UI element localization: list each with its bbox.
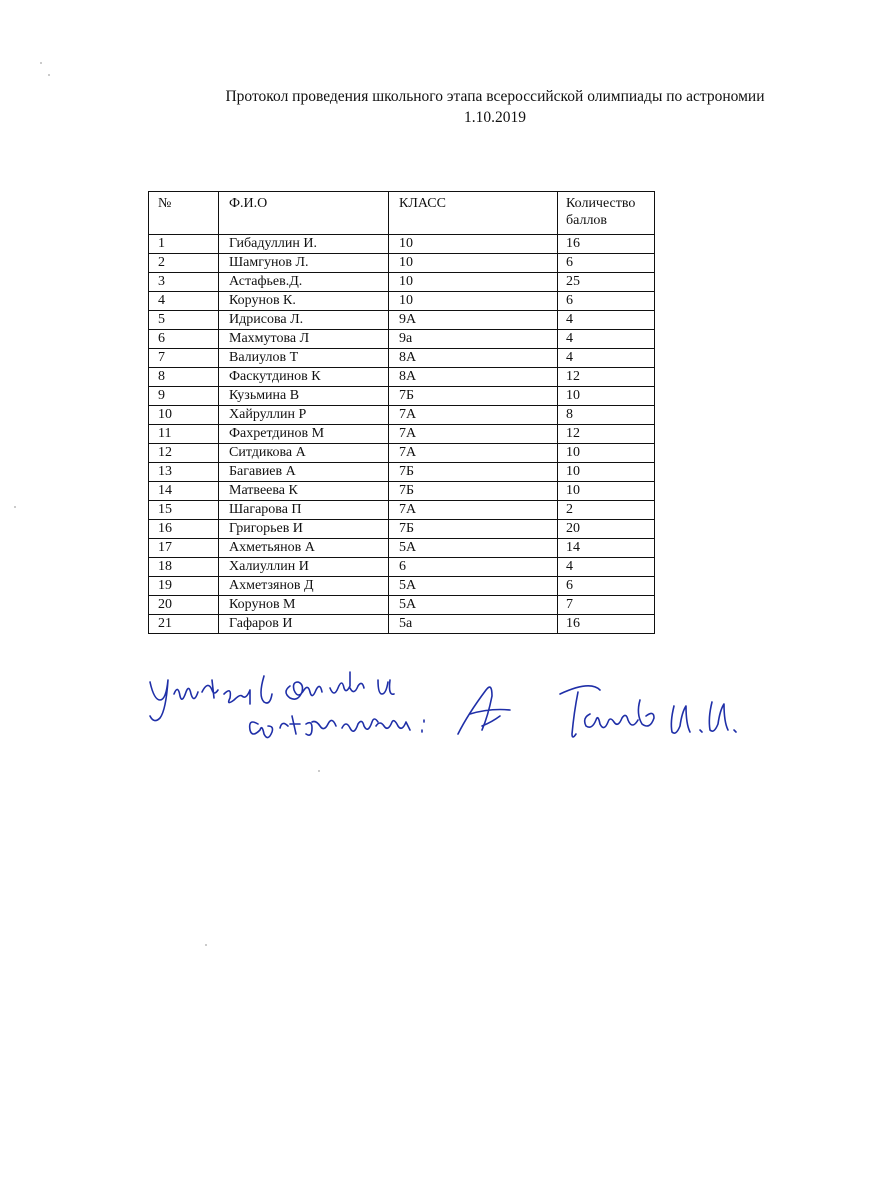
cell-name: Шамгунов Л.: [219, 254, 389, 273]
table-row: [149, 254, 655, 273]
table-row: [149, 501, 655, 520]
cell-class: 9а: [389, 330, 558, 349]
table-row: [149, 558, 655, 577]
cell-name: Григорьев И: [219, 520, 389, 539]
cell-class: 10: [389, 235, 558, 254]
cell-score: 12: [558, 368, 655, 387]
cell-class: 7Б: [389, 463, 558, 482]
table-row: [149, 615, 655, 634]
cell-number: 20: [149, 596, 219, 615]
table-row: [149, 387, 655, 406]
cell-class: 10: [389, 273, 558, 292]
cell-number: 7: [149, 349, 219, 368]
cell-name: Гибадуллин И.: [219, 235, 389, 254]
cell-score: 10: [558, 444, 655, 463]
cell-number: 12: [149, 444, 219, 463]
cell-number: 1: [149, 235, 219, 254]
cell-number: 8: [149, 368, 219, 387]
cell-number: 10: [149, 406, 219, 425]
table-row: [149, 596, 655, 615]
cell-number: 3: [149, 273, 219, 292]
cell-name: Ахметзянов Д: [219, 577, 389, 596]
cell-number: 4: [149, 292, 219, 311]
cell-name: Корунов М: [219, 596, 389, 615]
cell-name: Корунов К.: [219, 292, 389, 311]
cell-class: 8А: [389, 368, 558, 387]
table-header-row: [149, 192, 655, 235]
table-row: [149, 482, 655, 501]
table-row: [149, 577, 655, 596]
cell-class: 7Б: [389, 387, 558, 406]
cell-number: 5: [149, 311, 219, 330]
header-number: №: [149, 192, 219, 235]
cell-class: 7А: [389, 425, 558, 444]
cell-number: 13: [149, 463, 219, 482]
cell-score: 6: [558, 254, 655, 273]
cell-number: 17: [149, 539, 219, 558]
cell-number: 21: [149, 615, 219, 634]
table-row: [149, 406, 655, 425]
teacher-signature: [140, 650, 780, 760]
cell-score: 14: [558, 539, 655, 558]
cell-score: 4: [558, 330, 655, 349]
cell-score: 8: [558, 406, 655, 425]
cell-score: 10: [558, 387, 655, 406]
table-row: [149, 349, 655, 368]
cell-class: 5а: [389, 615, 558, 634]
cell-number: 15: [149, 501, 219, 520]
cell-class: 8А: [389, 349, 558, 368]
table-row: [149, 539, 655, 558]
cell-name: Ситдикова А: [219, 444, 389, 463]
cell-class: 6: [389, 558, 558, 577]
cell-number: 16: [149, 520, 219, 539]
cell-name: Гафаров И: [219, 615, 389, 634]
header-name: Ф.И.О: [219, 192, 389, 235]
cell-score: 12: [558, 425, 655, 444]
cell-score: 6: [558, 577, 655, 596]
cell-score: 10: [558, 463, 655, 482]
cell-name: Астафьев.Д.: [219, 273, 389, 292]
cell-name: Идрисова Л.: [219, 311, 389, 330]
cell-score: 6: [558, 292, 655, 311]
cell-score: 4: [558, 311, 655, 330]
cell-class: 5А: [389, 577, 558, 596]
cell-class: 10: [389, 254, 558, 273]
cell-number: 9: [149, 387, 219, 406]
cell-number: 14: [149, 482, 219, 501]
cell-class: 5А: [389, 596, 558, 615]
cell-name: Фаскутдинов К: [219, 368, 389, 387]
cell-number: 6: [149, 330, 219, 349]
table-row: [149, 273, 655, 292]
table-row: [149, 463, 655, 482]
table-row: [149, 311, 655, 330]
results-table: [148, 191, 655, 634]
cell-class: 5А: [389, 539, 558, 558]
cell-score: 7: [558, 596, 655, 615]
cell-name: Матвеева К: [219, 482, 389, 501]
cell-score: 20: [558, 520, 655, 539]
table-row: [149, 520, 655, 539]
cell-class: 10: [389, 292, 558, 311]
cell-class: 7Б: [389, 482, 558, 501]
cell-class: 7А: [389, 444, 558, 463]
cell-name: Фахретдинов М: [219, 425, 389, 444]
cell-class: 7А: [389, 501, 558, 520]
header-score: Количество баллов: [558, 192, 655, 235]
cell-score: 2: [558, 501, 655, 520]
table-row: [149, 292, 655, 311]
cell-number: 2: [149, 254, 219, 273]
header-class: КЛАСС: [389, 192, 558, 235]
table-row: [149, 235, 655, 254]
table-row: [149, 330, 655, 349]
table-row: [149, 444, 655, 463]
cell-name: Махмутова Л: [219, 330, 389, 349]
cell-number: 11: [149, 425, 219, 444]
title-line-1: Протокол проведения школьного этапа всероссийской олимпиады по астрономии: [225, 88, 765, 105]
cell-class: 7А: [389, 406, 558, 425]
cell-score: 4: [558, 349, 655, 368]
cell-number: 19: [149, 577, 219, 596]
title-date: 1.10.2019: [464, 109, 526, 126]
cell-name: Халиуллин И: [219, 558, 389, 577]
cell-name: Кузьмина В: [219, 387, 389, 406]
cell-name: Хайруллин Р: [219, 406, 389, 425]
cell-class: 9А: [389, 311, 558, 330]
cell-number: 18: [149, 558, 219, 577]
cell-score: 16: [558, 235, 655, 254]
table-row: [149, 425, 655, 444]
cell-score: 10: [558, 482, 655, 501]
cell-name: Шагарова П: [219, 501, 389, 520]
cell-score: 16: [558, 615, 655, 634]
cell-name: Ахметьянов А: [219, 539, 389, 558]
cell-score: 4: [558, 558, 655, 577]
cell-name: Валиулов Т: [219, 349, 389, 368]
table-row: [149, 368, 655, 387]
handwriting-signature: [140, 650, 780, 760]
document-title: [150, 86, 840, 128]
cell-class: 7Б: [389, 520, 558, 539]
cell-score: 25: [558, 273, 655, 292]
cell-name: Багавиев А: [219, 463, 389, 482]
